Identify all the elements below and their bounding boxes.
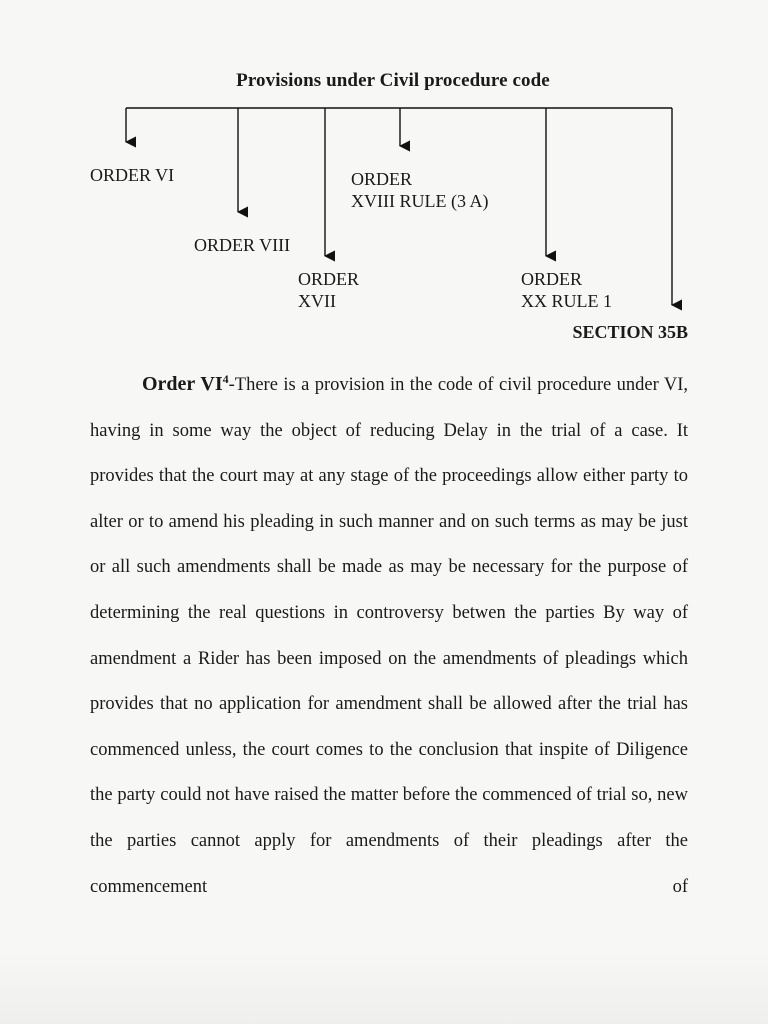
node-order-xvii-line1: ORDER (298, 269, 360, 289)
paragraph-lead: Order VI (142, 373, 223, 395)
node-order-xviii-line2: XVIII RULE (3 A) (351, 191, 489, 211)
node-order-xx-line1: ORDER (521, 269, 583, 289)
body-paragraph (90, 362, 688, 910)
node-order-xx-line2: XX RULE 1 (521, 291, 612, 311)
node-order-vi: ORDER VI (90, 165, 175, 185)
node-order-xviii-line1: ORDER (351, 169, 413, 189)
node-order-viii: ORDER VIII (194, 235, 291, 255)
footnote-marker: 4 (222, 371, 229, 386)
node-order-xvii-line2: XVII (298, 291, 336, 311)
diagram-title: Provisions under Civil procedure code (236, 70, 550, 91)
node-order-xviii (351, 168, 488, 212)
node-order-xvii (298, 268, 359, 312)
node-section-35b: SECTION 35B (572, 322, 688, 342)
node-order-xx (521, 268, 612, 312)
paragraph-text: -There is a provision in the code of civil procedure under VI, having in some way the object of reducing Delay in the trial of a case. It provides that the court may at any stage of the proceedings allow either party to alter or to amend his pleading in such manner and on such terms as may be just or all such amendments shall be made as may be necessary for the purpose of determining the real questions in controversy betwen the parties By way of amendment a Rider has been imposed on the amendments of pleadings which provides that no application for amendment shall be allowed after the trial has commenced unless, the court comes to the conclusion that inspite of Diligence the party could not have raised the matter before the commenced of trial so, new the parties cannot apply for amendments of their pleadings after the commencement of (90, 375, 688, 897)
page-bottom-shadow (0, 950, 768, 1024)
